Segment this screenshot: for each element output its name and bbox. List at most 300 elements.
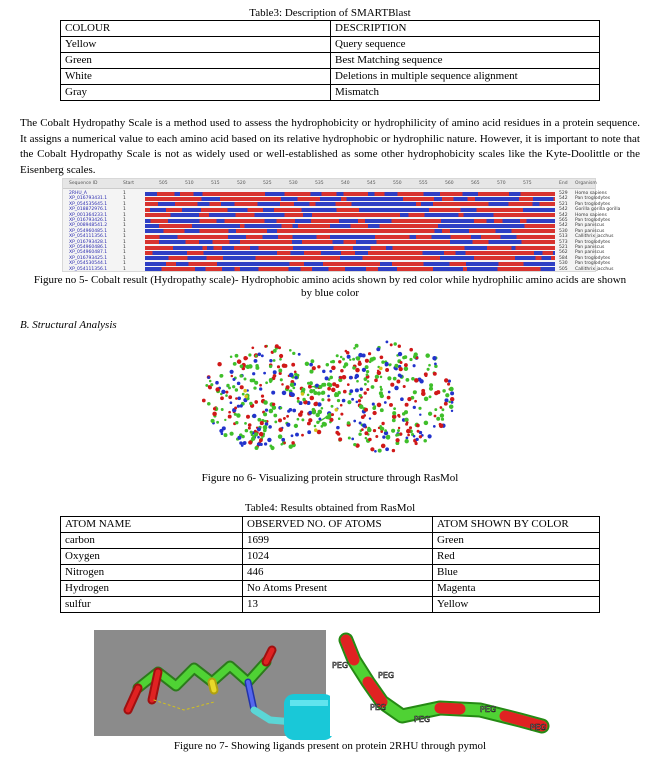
molecule-atom bbox=[344, 362, 348, 366]
table-row bbox=[61, 53, 600, 69]
table-row bbox=[61, 533, 600, 549]
molecule-atom bbox=[228, 395, 232, 399]
molecule-atom bbox=[272, 403, 275, 406]
molecule-atom bbox=[362, 368, 366, 372]
molecule-atom bbox=[444, 402, 448, 406]
molecule-atom bbox=[371, 385, 375, 389]
molecule-atom bbox=[424, 374, 427, 377]
molecule-atoms bbox=[202, 341, 454, 453]
molecule-atom bbox=[399, 375, 402, 378]
molecule-atom bbox=[429, 395, 432, 398]
molecule-atom bbox=[264, 345, 267, 348]
molecule-atom bbox=[226, 384, 229, 387]
molecule-atom bbox=[331, 388, 336, 393]
molecule-atom bbox=[380, 430, 383, 433]
hydropathy-bar bbox=[145, 202, 555, 206]
molecule-atom bbox=[278, 369, 282, 373]
molecule-atom bbox=[263, 412, 267, 416]
molecule-atom bbox=[397, 414, 400, 417]
molecule-atom bbox=[239, 374, 243, 378]
molecule-atom bbox=[332, 382, 336, 386]
alignment-col-start: Start bbox=[123, 181, 134, 186]
molecule-atom bbox=[418, 407, 421, 410]
molecule-atom bbox=[325, 376, 329, 380]
molecule-atom bbox=[248, 427, 251, 430]
molecule-atom bbox=[283, 417, 286, 420]
peg-label: PEG bbox=[480, 705, 497, 714]
molecule-atom bbox=[381, 422, 384, 425]
molecule-atom bbox=[224, 419, 226, 421]
peg-label: PEG bbox=[414, 715, 431, 724]
hydropathy-bar bbox=[145, 256, 555, 260]
ligand-stick-view bbox=[94, 630, 326, 736]
molecule-atom bbox=[278, 434, 283, 439]
molecule-atom bbox=[252, 414, 256, 418]
molecule-atom bbox=[347, 383, 350, 386]
molecule-atom bbox=[327, 398, 330, 401]
table-cell: White bbox=[61, 69, 331, 85]
table-cell: No Atoms Present bbox=[243, 581, 433, 597]
peg-label: PEG bbox=[530, 723, 547, 732]
alignment-row bbox=[63, 212, 607, 218]
molecule-atom bbox=[427, 368, 430, 371]
molecule-atom bbox=[246, 357, 249, 360]
alignment-row bbox=[63, 228, 605, 234]
molecule-atom bbox=[407, 397, 411, 401]
molecule-atom bbox=[358, 432, 361, 435]
molecule-atom bbox=[398, 345, 401, 348]
molecule-atom bbox=[361, 428, 364, 431]
molecule-atom bbox=[225, 394, 228, 397]
molecule-atom bbox=[424, 397, 429, 402]
peg-ligand-view bbox=[330, 630, 558, 736]
sequence-start: 1 bbox=[123, 201, 126, 207]
molecule-atom bbox=[220, 374, 223, 377]
molecule-atom bbox=[248, 423, 252, 427]
alignment-row bbox=[63, 196, 611, 202]
molecule-atom bbox=[359, 394, 362, 397]
organism-name: Pan paniscus bbox=[575, 228, 605, 234]
molecule-atom bbox=[450, 397, 454, 401]
molecule-atom bbox=[351, 398, 354, 401]
molecule-atom bbox=[312, 408, 316, 412]
molecule-atom bbox=[441, 408, 444, 411]
molecule-atom bbox=[363, 414, 366, 417]
molecule-atom bbox=[278, 418, 282, 422]
molecule-atom bbox=[221, 390, 225, 394]
sequence-start: 1 bbox=[123, 245, 126, 250]
molecule-atom bbox=[282, 391, 287, 396]
molecule-atom bbox=[356, 401, 359, 404]
molecule-atom bbox=[292, 352, 295, 355]
rasmol-protein-structure bbox=[198, 326, 458, 466]
molecule-atom bbox=[265, 381, 268, 384]
molecule-atom bbox=[370, 357, 375, 362]
table-cell: Green bbox=[433, 533, 600, 549]
molecule-atom bbox=[244, 422, 247, 425]
molecule-atom bbox=[393, 342, 396, 345]
alignment-position: 560 bbox=[445, 181, 454, 186]
molecule-atom bbox=[231, 375, 234, 378]
alignment-row bbox=[63, 191, 607, 196]
molecule-atom bbox=[385, 447, 389, 451]
molecule-atom bbox=[273, 359, 276, 362]
molecule-atom bbox=[318, 385, 322, 389]
molecule-atom bbox=[291, 363, 295, 367]
hydropathy-bar bbox=[145, 262, 555, 266]
molecule-atom bbox=[375, 435, 378, 438]
alignment-col-organism: Organism bbox=[575, 181, 597, 186]
organism-name: Callithrix jacchus bbox=[575, 266, 614, 272]
molecule-atom bbox=[230, 432, 234, 436]
sequence-start: 1 bbox=[123, 234, 126, 240]
molecule-atom bbox=[340, 356, 343, 359]
molecule-atom bbox=[428, 412, 432, 416]
molecule-atom bbox=[380, 376, 383, 379]
molecule-atom bbox=[273, 370, 277, 374]
molecule-atom bbox=[388, 391, 391, 394]
molecule-atom bbox=[234, 407, 237, 410]
table-cell: sulfur bbox=[61, 597, 243, 613]
alignment-row bbox=[63, 250, 605, 256]
molecule-atom bbox=[242, 393, 245, 396]
hydropathy-bar bbox=[145, 229, 555, 233]
molecule-atom bbox=[283, 442, 286, 445]
molecule-atom bbox=[232, 385, 235, 388]
molecule-atom bbox=[237, 405, 240, 408]
molecule-atom bbox=[429, 387, 433, 391]
molecule-atom bbox=[292, 387, 295, 390]
table-row bbox=[61, 69, 600, 85]
molecule-atom bbox=[228, 415, 232, 419]
table3 bbox=[60, 20, 600, 101]
alignment-position: 575 bbox=[523, 181, 532, 186]
hydropathy-bar bbox=[145, 240, 555, 244]
molecule-atom bbox=[308, 385, 312, 389]
molecule-atom bbox=[449, 404, 454, 409]
section-heading: B. Structural Analysis bbox=[20, 319, 117, 331]
molecule-atom bbox=[259, 384, 262, 387]
molecule-atom bbox=[327, 387, 331, 391]
molecule-atom bbox=[421, 392, 426, 397]
figure7-caption: Figure no 7- Showing ligands present on protein 2RHU through pymol bbox=[173, 740, 487, 752]
alignment-col-seqid: Sequence ID bbox=[69, 181, 98, 186]
molecule-atom bbox=[230, 355, 233, 358]
molecule-atom bbox=[213, 407, 216, 410]
molecule-atom bbox=[340, 369, 344, 373]
molecule-atom bbox=[295, 433, 299, 437]
molecule-atom bbox=[273, 349, 277, 353]
molecule-atom bbox=[235, 397, 238, 400]
molecule-atom bbox=[382, 435, 385, 438]
molecule-atom bbox=[370, 447, 374, 451]
peg-label: PEG bbox=[378, 671, 395, 680]
sulfur-atom bbox=[314, 428, 318, 432]
molecule-atom bbox=[316, 421, 319, 424]
molecule-atom bbox=[237, 359, 242, 364]
molecule-atom bbox=[404, 355, 408, 359]
molecule-atom bbox=[441, 418, 444, 421]
sequence-id: XP_008948541.2 bbox=[69, 223, 108, 229]
hydropathy-bar bbox=[145, 197, 555, 201]
alignment-position: 550 bbox=[393, 181, 402, 186]
sequence-id: XP_016793431.1 bbox=[69, 196, 108, 202]
table-cell: Blue bbox=[433, 565, 600, 581]
molecule-atom bbox=[423, 439, 427, 443]
molecule-atom bbox=[364, 408, 368, 412]
body-paragraph: The Cobalt Hydropathy Scale is a method used to assess the hydrophobicity or hydrophilicity of amino acid residues in a protein sequence. It assigns a numerical value to each amino acid based on its relative hydrophobic or hydrophilic nature. However, it is important to note that the Cobalt Hydropathy Scale is not as widely used or well-established as some other hydrophobicity scales like the Kyte-Doolittle or the Eisenberg scales. bbox=[20, 117, 640, 176]
molecule-atom bbox=[366, 388, 369, 391]
molecule-atom bbox=[451, 410, 453, 412]
molecule-atom bbox=[354, 376, 357, 379]
molecule-atom bbox=[387, 376, 391, 380]
molecule-atom bbox=[297, 400, 300, 403]
table-header-cell: ATOM SHOWN BY COLOR bbox=[433, 517, 600, 533]
molecule-atom bbox=[215, 381, 219, 385]
molecule-atom bbox=[277, 365, 280, 368]
molecule-atom bbox=[237, 436, 241, 440]
molecule-atom bbox=[313, 391, 317, 395]
molecule-atom bbox=[278, 427, 283, 432]
molecule-atom bbox=[407, 434, 410, 437]
molecule-atom bbox=[230, 401, 233, 404]
organism-name: Pan troglodytes bbox=[575, 218, 611, 223]
molecule-atom bbox=[328, 415, 331, 418]
molecule-atom bbox=[433, 425, 436, 428]
molecule-atom bbox=[434, 408, 437, 411]
molecule-atom bbox=[331, 413, 334, 416]
molecule-atom bbox=[287, 410, 290, 413]
molecule-atom bbox=[309, 389, 313, 393]
sequence-start: 1 bbox=[123, 266, 126, 272]
molecule-atom bbox=[414, 400, 417, 403]
molecule-atom bbox=[439, 423, 442, 426]
molecule-atom bbox=[331, 405, 334, 408]
sulfur-atom bbox=[335, 408, 339, 412]
sequence-id: XP_016793426.1 bbox=[69, 218, 108, 223]
sequence-id: XP_016793425.1 bbox=[69, 255, 108, 261]
molecule-atom bbox=[232, 378, 235, 381]
sequence-end: 513 bbox=[559, 234, 568, 240]
molecule-atom bbox=[327, 395, 330, 398]
molecule-atom bbox=[404, 363, 408, 367]
sequence-end: 521 bbox=[559, 245, 568, 250]
molecule-atom bbox=[278, 346, 281, 349]
molecule-atom bbox=[302, 398, 306, 402]
table-cell: Yellow bbox=[61, 37, 331, 53]
molecule-atom bbox=[336, 426, 340, 430]
molecule-atom bbox=[210, 383, 213, 386]
molecule-atom bbox=[366, 373, 369, 376]
sequence-start: 1 bbox=[123, 191, 126, 196]
molecule-atom bbox=[413, 390, 417, 394]
sequence-end: 584 bbox=[559, 255, 568, 261]
molecule-atom bbox=[368, 438, 372, 442]
molecule-atom bbox=[263, 425, 268, 430]
table-cell: Oxygen bbox=[61, 549, 243, 565]
alignment-position: 515 bbox=[211, 181, 220, 186]
molecule-atom bbox=[294, 376, 297, 379]
molecule-atom bbox=[269, 445, 272, 448]
molecule-atom bbox=[367, 428, 372, 433]
molecule-atom bbox=[372, 403, 375, 406]
molecule-atom bbox=[281, 383, 284, 386]
molecule-atom bbox=[239, 441, 242, 444]
molecule-atom bbox=[376, 347, 380, 351]
molecule-atom bbox=[209, 380, 212, 383]
molecule-atom bbox=[378, 449, 382, 453]
molecule-atom bbox=[286, 415, 289, 418]
sequence-id: XP_054530544.1 bbox=[69, 261, 108, 267]
molecule-atom bbox=[307, 430, 311, 434]
molecule-atom bbox=[263, 400, 268, 405]
molecule-atom bbox=[305, 362, 309, 366]
molecule-atom bbox=[224, 433, 228, 437]
molecule-atom bbox=[377, 403, 382, 408]
table-header-row bbox=[61, 517, 600, 533]
molecule-atom bbox=[405, 439, 409, 443]
molecule-atom bbox=[290, 383, 294, 387]
molecule-atom bbox=[329, 370, 332, 373]
molecule-atom bbox=[434, 391, 438, 395]
organism-name: Homo sapiens bbox=[575, 212, 607, 218]
molecule-atom bbox=[291, 441, 294, 444]
table-cell: Nitrogen bbox=[61, 565, 243, 581]
molecule-atom bbox=[391, 429, 395, 433]
molecule-atom bbox=[337, 399, 340, 402]
molecule-atom bbox=[409, 348, 413, 352]
molecule-atom bbox=[255, 355, 258, 358]
organism-name: Pan troglodytes bbox=[575, 239, 611, 245]
molecule-atom bbox=[261, 394, 264, 397]
molecule-atom bbox=[434, 363, 437, 366]
alignment-position: 540 bbox=[341, 181, 350, 186]
table-row bbox=[61, 597, 600, 613]
alignment-row bbox=[63, 255, 611, 261]
cobalt-alignment-figure bbox=[62, 178, 621, 272]
sequence-end: 530 bbox=[559, 261, 568, 267]
molecule-atom bbox=[386, 435, 390, 439]
alignment-col-end: End bbox=[559, 181, 568, 186]
molecule-atom bbox=[317, 391, 321, 395]
molecule-atom bbox=[364, 431, 368, 435]
organism-name: Pan paniscus bbox=[575, 250, 605, 256]
molecule-atom bbox=[249, 402, 252, 405]
molecule-atom bbox=[380, 386, 383, 389]
molecule-atom bbox=[387, 396, 391, 400]
molecule-atom bbox=[404, 367, 409, 372]
sequence-id: XP_054111356.1 bbox=[69, 266, 108, 272]
molecule-atom bbox=[413, 435, 416, 438]
molecule-atom bbox=[362, 353, 366, 357]
molecule-atom bbox=[269, 359, 272, 362]
molecule-atom bbox=[417, 430, 420, 433]
molecule-atom bbox=[340, 404, 343, 407]
molecule-atom bbox=[406, 421, 409, 424]
molecule-atom bbox=[246, 415, 250, 419]
molecule-atom bbox=[353, 347, 356, 350]
table-row bbox=[61, 37, 600, 53]
molecule-atom bbox=[330, 361, 333, 364]
molecule-atom bbox=[388, 363, 391, 366]
molecule-atom bbox=[338, 360, 341, 363]
molecule-atom bbox=[248, 353, 251, 356]
molecule-atom bbox=[207, 376, 210, 379]
molecule-atom bbox=[403, 385, 406, 388]
alignment-position: 520 bbox=[237, 181, 246, 186]
molecule-atom bbox=[310, 396, 315, 401]
molecule-atom bbox=[374, 450, 377, 453]
molecule-atom bbox=[280, 407, 283, 410]
table-cell: 1699 bbox=[243, 533, 433, 549]
alignment-position: 505 bbox=[159, 181, 168, 186]
alignment-row bbox=[63, 245, 605, 250]
table-cell: 13 bbox=[243, 597, 433, 613]
hydropathy-bar bbox=[145, 192, 555, 196]
molecule-atom bbox=[264, 442, 267, 445]
molecule-atom bbox=[237, 396, 241, 400]
sequence-start: 1 bbox=[123, 218, 126, 223]
table-cell: 446 bbox=[243, 565, 433, 581]
table-cell: carbon bbox=[61, 533, 243, 549]
sequence-end: 542 bbox=[559, 196, 568, 202]
molecule-atom bbox=[272, 406, 276, 410]
molecule-atom bbox=[261, 354, 264, 357]
molecule-atom bbox=[221, 408, 224, 411]
sequence-id: XP_054111356.1 bbox=[69, 234, 108, 240]
molecule-atom bbox=[416, 438, 419, 441]
sulfur-atom bbox=[379, 367, 383, 371]
molecule-atom bbox=[355, 388, 359, 392]
sequence-id: XP_054960485.1 bbox=[69, 228, 108, 234]
molecule-atom bbox=[416, 357, 419, 360]
alignment-position: 570 bbox=[497, 181, 506, 186]
molecule-atom bbox=[399, 361, 402, 364]
sequence-start: 1 bbox=[123, 255, 126, 261]
molecule-atom bbox=[389, 403, 393, 407]
molecule-atom bbox=[409, 358, 412, 361]
molecule-atom bbox=[416, 424, 420, 428]
molecule-atom bbox=[331, 366, 336, 371]
sequence-start: 1 bbox=[123, 250, 126, 256]
molecule-atom bbox=[255, 366, 259, 370]
molecule-atom bbox=[372, 411, 376, 415]
table-header-cell: OBSERVED NO. OF ATOMS bbox=[243, 517, 433, 533]
molecule-atom bbox=[240, 385, 244, 389]
molecule-atom bbox=[279, 358, 282, 361]
molecule-atom bbox=[385, 368, 389, 372]
organism-name: Gorilla gorilla gorilla bbox=[575, 207, 621, 213]
molecule-atom bbox=[321, 392, 324, 395]
molecule-atom bbox=[318, 418, 321, 421]
molecule-atom bbox=[367, 380, 370, 383]
molecule-atom bbox=[220, 396, 224, 400]
table-row bbox=[61, 581, 600, 597]
molecule-atom bbox=[268, 425, 272, 429]
alignment-position: 510 bbox=[185, 181, 194, 186]
molecule-atom bbox=[273, 414, 277, 418]
sequence-start: 1 bbox=[123, 212, 126, 218]
molecule-atom bbox=[377, 370, 379, 372]
hydropathy-bar bbox=[145, 208, 555, 212]
molecule-atom bbox=[317, 402, 321, 406]
molecule-atom bbox=[235, 354, 239, 358]
molecule-atom bbox=[419, 435, 422, 438]
alignment-row bbox=[63, 218, 611, 223]
molecule-atom bbox=[257, 427, 261, 431]
molecule-atom bbox=[343, 390, 347, 394]
molecule-atom bbox=[419, 413, 421, 415]
